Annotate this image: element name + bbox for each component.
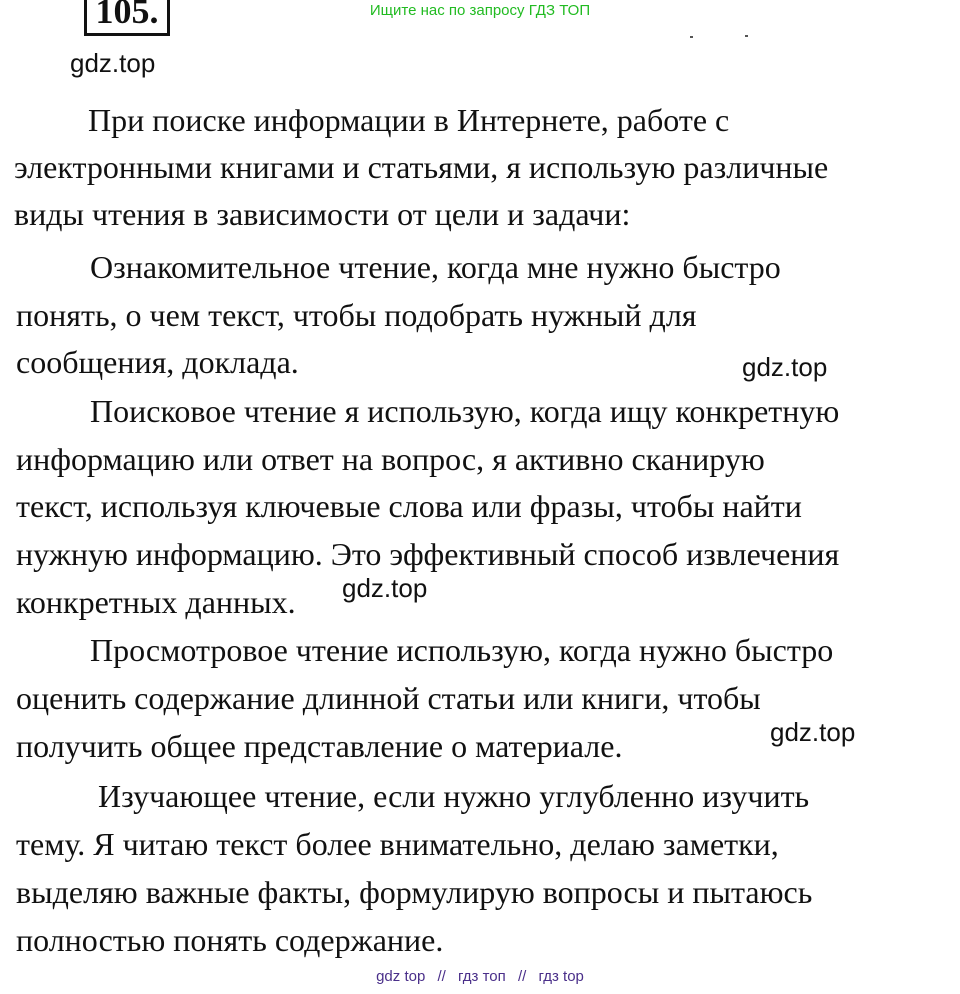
task-number-box: 105. — [84, 0, 170, 36]
watermark: gdz.top — [342, 573, 428, 603]
text-line: Изучающее чтение, если нужно углубленно изучить — [98, 778, 810, 814]
scan-speck — [745, 35, 748, 37]
footer-link[interactable]: гдз топ — [458, 968, 506, 985]
text-line: оценить содержание длинной статьи или книги, чтобы — [16, 680, 761, 716]
text-line: Поисковое чтение я использую, когда ищу конкретную — [90, 393, 840, 429]
watermark: gdz.top — [742, 352, 828, 382]
footer-link[interactable]: gdz top — [376, 968, 426, 985]
text-line: Просмотровое чтение использую, когда нужно быстро — [90, 632, 834, 668]
watermark: gdz.top — [70, 48, 156, 78]
text-line: понять, о чем текст, чтобы подобрать нужный для — [16, 297, 697, 333]
footer-separator: // — [437, 968, 446, 985]
text-line: получить общее представление о материале. — [16, 728, 623, 764]
scan-speck — [690, 36, 693, 38]
watermark: gdz.top — [770, 717, 856, 747]
text-line: выделяю важные факты, формулирую вопросы и пытаюсь — [16, 874, 813, 910]
text-line: При поиске информации в Интернете, работе с — [88, 102, 730, 138]
text-line: информацию или ответ на вопрос, я активно сканирую — [16, 441, 765, 477]
footer-separator: // — [517, 968, 527, 985]
text-line: электронными книгами и статьями, я использую различные — [14, 149, 829, 185]
text-line: нужную информацию. Это эффективный способ извлечения — [16, 536, 840, 572]
footer-link[interactable]: гдз top — [538, 968, 584, 985]
text-line: виды чтения в зависимости от цели и задачи: — [14, 196, 631, 232]
text-line: Ознакомительное чтение, когда мне нужно быстро — [90, 249, 781, 285]
text-line: сообщения, доклада. — [16, 344, 299, 380]
text-line: полностью понять содержание. — [16, 922, 444, 958]
text-line: конкретных данных. — [16, 584, 296, 620]
text-line: текст, используя ключевые слова или фразы, чтобы найти — [16, 488, 802, 524]
top-banner: Ищите нас по запросу ГДЗ ТОП — [369, 2, 591, 19]
footer — [0, 968, 960, 985]
text-line: тему. Я читаю текст более внимательно, делаю заметки, — [16, 826, 779, 862]
